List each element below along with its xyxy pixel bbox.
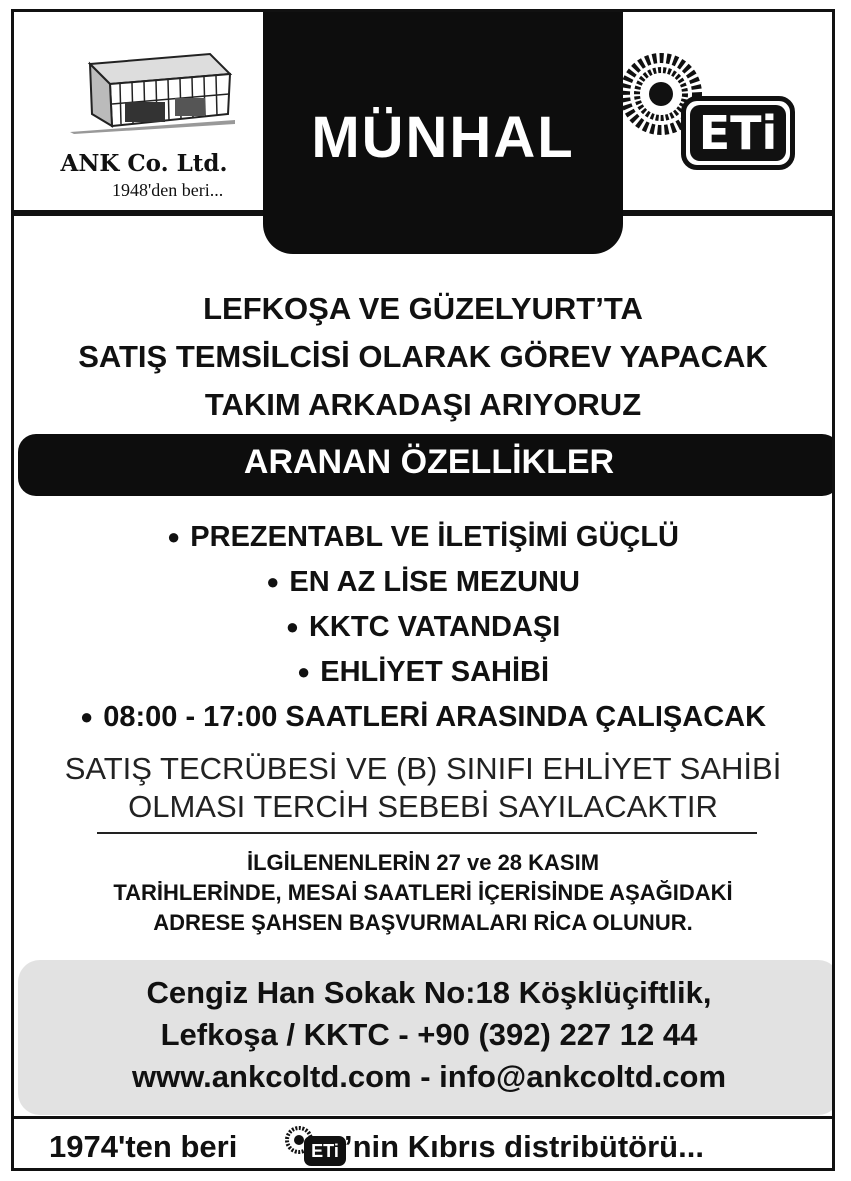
list-item (14, 514, 832, 559)
address-line: Cengiz Han Sokak No:18 Köşklüçiftlik, (146, 975, 712, 1010)
title-panel (263, 9, 623, 254)
footer-tagline (14, 1123, 832, 1171)
company-since: 1948'den beri... (112, 180, 224, 200)
section-divider (97, 832, 757, 834)
requirements-list (14, 514, 832, 739)
application-note (14, 848, 832, 938)
eti-badge (681, 96, 795, 170)
company-name: ANK Co. Ltd. (60, 150, 228, 177)
web-email-line: www.ankcoltd.com - info@ankcoltd.com (131, 1059, 727, 1094)
requirement-text: KKTC VATANDAŞI (308, 611, 561, 643)
page-title: MÜNHAL (311, 105, 575, 170)
ad-frame (11, 9, 835, 1171)
eti-brand-logo (619, 52, 809, 182)
list-item (14, 649, 832, 694)
eti-mini-logo (284, 1125, 344, 1169)
application-line: TARİHLERİNDE, MESAİ SAATLERİ İÇERİSİNDE AŞAĞIDAKİ (113, 880, 733, 905)
eti-logo-text: ETi (690, 105, 786, 161)
contact-info (18, 972, 835, 1098)
list-item (14, 694, 832, 739)
preference-note (14, 750, 832, 826)
bullet-icon: ● (166, 524, 181, 549)
requirement-text: PREZENTABL VE İLETİŞİMİ GÜÇLÜ (190, 521, 680, 553)
headline-line: LEFKOŞA VE GÜZELYURT’TA (203, 291, 643, 326)
ank-company-logo (42, 34, 252, 200)
requirements-bar (18, 434, 835, 496)
tagline-left: 1974'ten beri (49, 1129, 238, 1164)
requirement-text: EN AZ LİSE MEZUNU (289, 566, 580, 598)
list-item (14, 559, 832, 604)
bullet-icon: ● (296, 659, 311, 684)
bullet-icon: ● (266, 569, 280, 594)
list-item (14, 604, 832, 649)
contact-panel (18, 960, 835, 1115)
eti-mini-text: ETi (304, 1136, 346, 1166)
preference-line: OLMASI TERCİH SEBEBİ SAYILACAKTIR (128, 789, 718, 824)
application-line: ADRESE ŞAHSEN BAŞVURMALARI RİCA OLUNUR. (153, 910, 693, 935)
requirements-title: ARANAN ÖZELLİKLER (243, 443, 615, 481)
bullet-icon: ● (79, 704, 94, 729)
requirement-text: EHLİYET SAHİBİ (320, 656, 550, 688)
requirement-text: 08:00 - 17:00 SAATLERİ ARASINDA ÇALIŞACAK (103, 701, 767, 733)
city-phone-line: Lefkoşa / KKTC - +90 (392) 227 12 44 (160, 1017, 698, 1052)
headline (14, 285, 832, 429)
footer-divider (14, 1116, 832, 1119)
bullet-icon: ● (285, 614, 299, 639)
preference-line: SATIŞ TECRÜBESİ VE (B) SINIFI EHLİYET SAHİBİ (64, 751, 782, 786)
building-icon (70, 44, 235, 134)
application-line: İLGİLENENLERİN 27 ve 28 KASIM (246, 850, 600, 875)
headline-line: TAKIM ARKADAŞI ARIYORUZ (204, 387, 642, 422)
headline-line: SATIŞ TEMSİLCİSİ OLARAK GÖREV YAPACAK (78, 339, 768, 374)
tagline-right: ’nin Kıbrıs distribütörü... (344, 1129, 704, 1164)
